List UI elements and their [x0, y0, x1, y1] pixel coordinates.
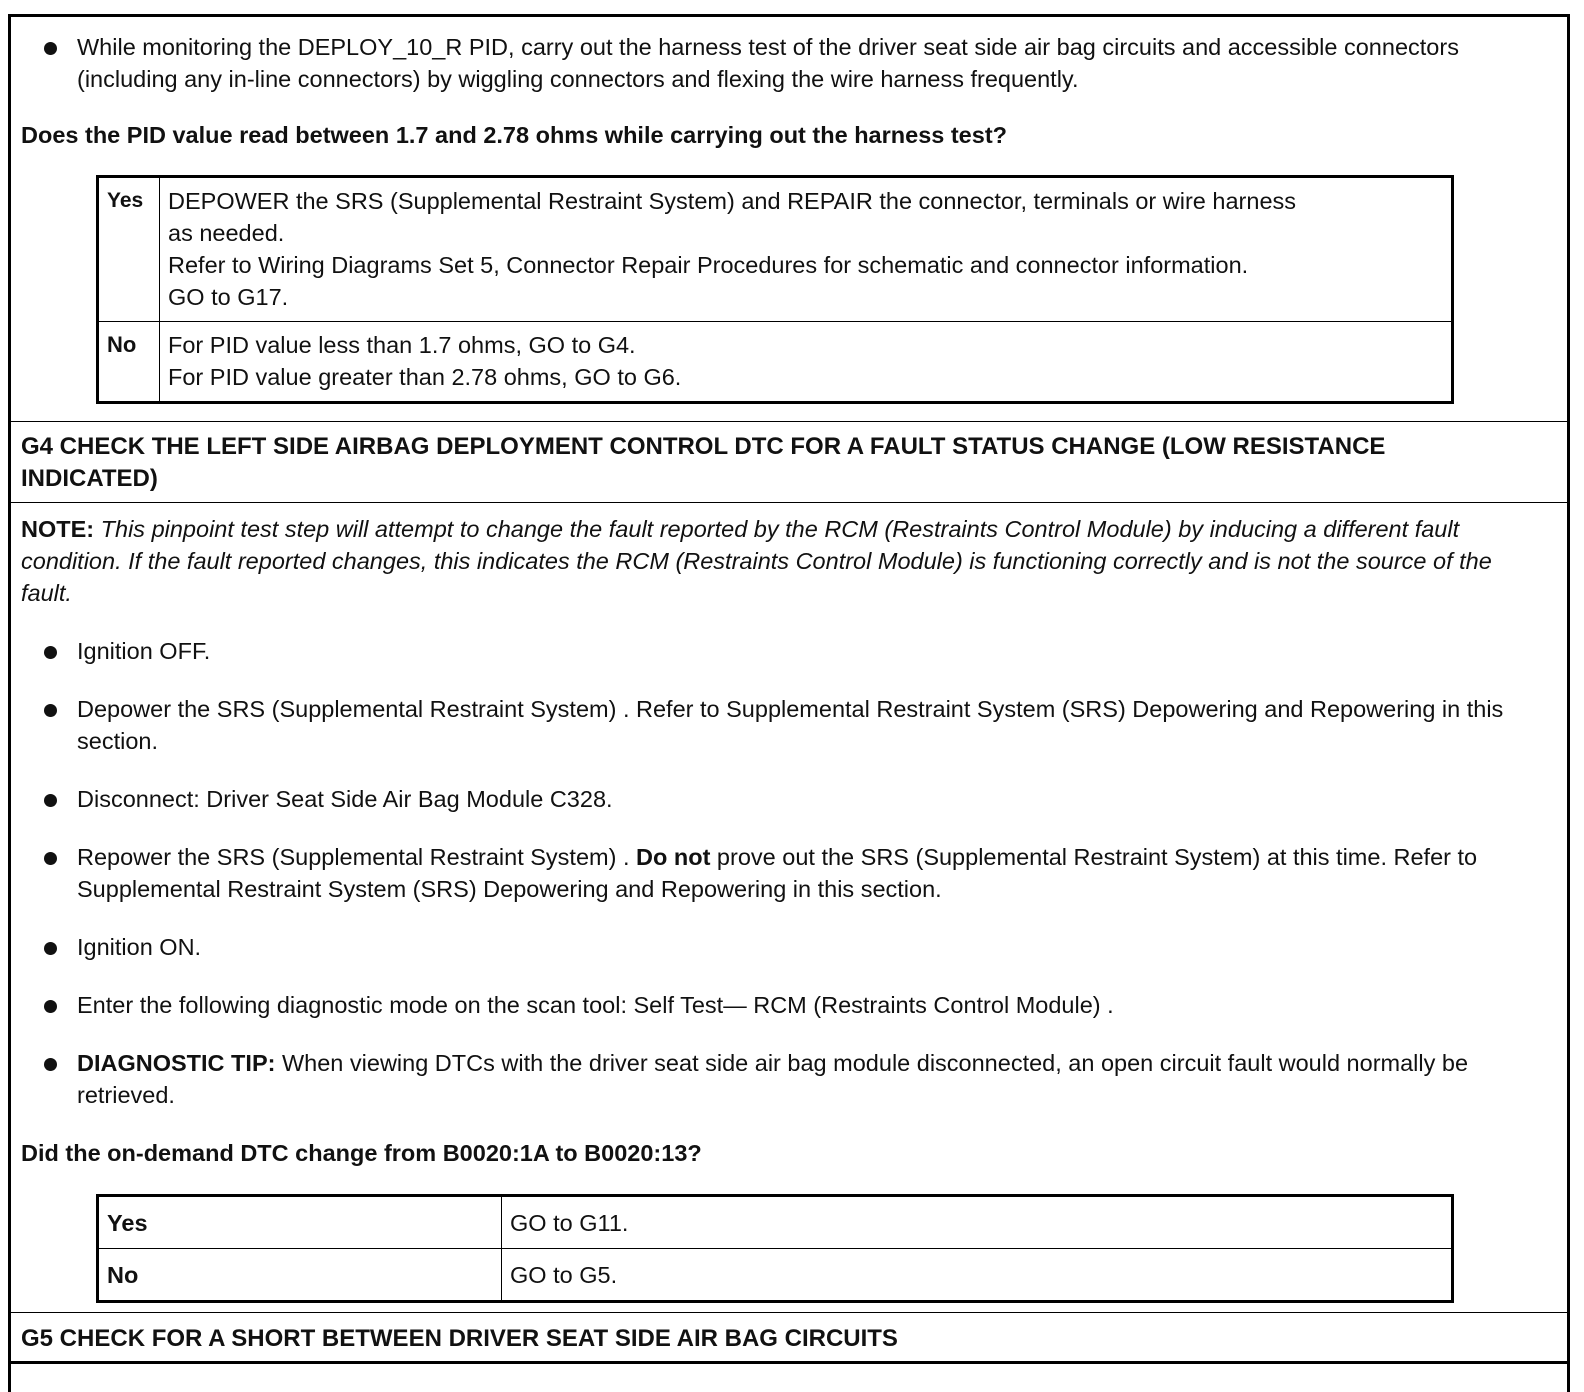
yes-label: Yes	[98, 177, 160, 322]
bullet-icon	[44, 646, 57, 659]
step-text-part: prove out the SRS (Supplemental Restraint System) at this time. Refer to Supplemental Restraint System (SRS) Depowering and Repowering in this section.	[77, 844, 1478, 902]
question-pid-range: Does the PID value read between 1.7 and 2.78 ohms while carrying out the harness test?	[21, 122, 1008, 148]
table-row-no	[98, 322, 1453, 403]
bullet-icon	[44, 852, 57, 865]
yes-line: GO to G17.	[168, 284, 289, 310]
yes-line: as needed.	[168, 220, 285, 246]
step-text: Depower the SRS (Supplemental Restraint System) . Refer to Supplemental Restraint System (SRS) Depowering and Repowering in this section.	[77, 696, 1504, 754]
step-text: Disconnect: Driver Seat Side Air Bag Module C328.	[77, 786, 613, 812]
section-divider	[11, 502, 1567, 503]
result-table-pid	[96, 175, 1454, 404]
note-block	[21, 513, 1545, 609]
yes-action: GO to G11.	[502, 1196, 1453, 1249]
step-text: While monitoring the DEPLOY_10_R PID, carry out the harness test of the driver seat side air bag circuits and accessible connectors (including any in-line connectors) by wiggling connectors and flexing the wire harness frequently.	[77, 34, 1459, 92]
no-action: GO to G5.	[502, 1249, 1453, 1302]
section-divider	[11, 1312, 1567, 1313]
bullet-icon	[44, 42, 57, 55]
no-label: No	[98, 322, 160, 403]
warning-emphasis: Do not	[636, 844, 711, 870]
note-text: This pinpoint test step will attempt to change the fault reported by the RCM (Restraints Control Module) by inducing a different fault condition. If the fault reported changes, this indicates the RCM (Restraints Control Module) is functioning correctly and is not the source of the fault.	[21, 516, 1492, 606]
table-row-yes	[98, 177, 1453, 322]
yes-line: Refer to Wiring Diagrams Set 5, Connector Repair Procedures for schematic and connector information.	[168, 252, 1249, 278]
note-label: NOTE:	[21, 516, 95, 542]
step-text	[77, 841, 1527, 905]
bottom-border	[11, 1361, 1567, 1364]
no-line: For PID value less than 1.7 ohms, GO to G4.	[168, 332, 636, 358]
tip-text: When viewing DTCs with the driver seat side air bag module disconnected, an open circuit fault would normally be retrieved.	[77, 1050, 1469, 1108]
bullet-icon	[44, 1058, 57, 1071]
g5-heading: G5 CHECK FOR A SHORT BETWEEN DRIVER SEAT SIDE AIR BAG CIRCUITS	[21, 1325, 898, 1352]
result-table-dtc	[96, 1194, 1454, 1303]
no-line: For PID value greater than 2.78 ohms, GO to G6.	[168, 364, 682, 390]
table-row-no	[98, 1249, 1453, 1302]
bullet-icon	[44, 704, 57, 717]
procedure-frame	[8, 14, 1570, 1392]
g4-heading: G4 CHECK THE LEFT SIDE AIRBAG DEPLOYMENT CONTROL DTC FOR A FAULT STATUS CHANGE (LOW RESISTANCE INDICATED)	[21, 433, 1386, 492]
step-text	[77, 1047, 1527, 1111]
bullet-icon	[44, 1000, 57, 1013]
no-label: No	[98, 1249, 502, 1302]
section-divider	[11, 421, 1567, 422]
step-text: Ignition ON.	[77, 934, 202, 960]
yes-action	[160, 177, 1453, 322]
step-text: Ignition OFF.	[77, 638, 211, 664]
yes-label: Yes	[98, 1196, 502, 1249]
table-row-yes	[98, 1196, 1453, 1249]
tip-label: DIAGNOSTIC TIP:	[77, 1050, 276, 1076]
step-text: Enter the following diagnostic mode on the scan tool: Self Test— RCM (Restraints Control Module) .	[77, 992, 1114, 1018]
yes-line: DEPOWER the SRS (Supplemental Restraint System) and REPAIR the connector, terminals or wire harness	[168, 188, 1297, 214]
question-dtc-change: Did the on-demand DTC change from B0020:1A to B0020:13?	[21, 1140, 702, 1166]
bullet-icon	[44, 942, 57, 955]
step-text-part: Repower the SRS (Supplemental Restraint System) .	[77, 844, 637, 870]
bullet-icon	[44, 794, 57, 807]
no-action	[160, 322, 1453, 403]
